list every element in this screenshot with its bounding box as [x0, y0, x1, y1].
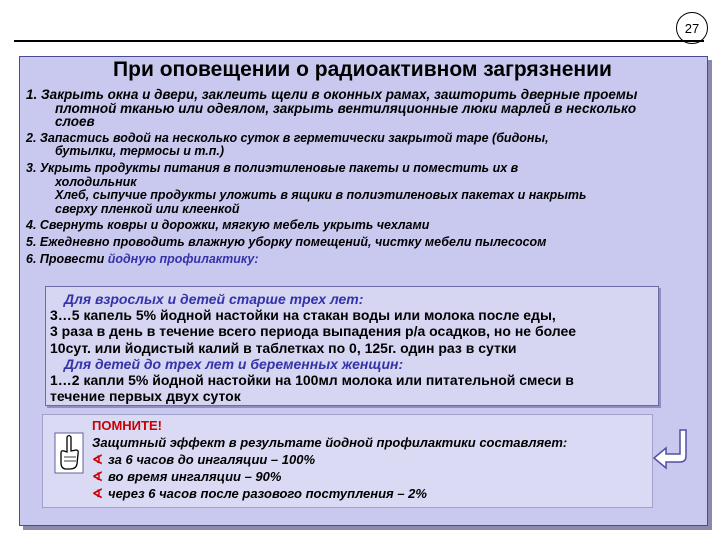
iodine-prophylaxis-link: йодную профилактику: — [107, 251, 259, 266]
remember-item — [92, 468, 652, 485]
step-3 — [26, 162, 701, 216]
steps-list — [26, 88, 701, 269]
step-6 — [26, 253, 701, 267]
step-2-line-2: бутылки, термосы и т.п.) — [55, 144, 225, 159]
bullet-icon: ∢ — [92, 452, 103, 467]
step-2-line-1: 2. Запастись водой на несколько суток в герметически закрытой таре (бидоны, — [26, 130, 549, 145]
adults-line-3: 10сут. или йодистый калий в таблетках по 0, 125г. один раз в сутки — [50, 339, 517, 356]
children-heading: Для детей до трех лет и беременных женщин: — [64, 355, 404, 372]
bullet-icon: ∢ — [92, 469, 103, 484]
dosage-text — [50, 291, 662, 404]
page-number: 27 — [676, 12, 708, 44]
step-5-line-1: 5. Ежедневно проводить влажную уборку помещений, чистку мебели пылесосом — [26, 234, 547, 249]
children-line-2: течение первых двух суток — [50, 388, 241, 405]
step-1 — [26, 88, 701, 129]
page-title: При оповещении о радиоактивном загрязнении — [113, 58, 612, 81]
remember-item — [92, 485, 652, 502]
step-3-line-3: Хлеб, сыпучие продукты уложить в ящики в полиэтиленовых пакетах и накрыть — [55, 188, 587, 203]
step-3-line-1: 3. Укрыть продукты питания в полиэтиленовые пакеты и поместить их в — [26, 160, 519, 175]
step-1-line-1: 1. Закрыть окна и двери, заклеить щели в оконных рамах, зашторить дверные проемы — [26, 87, 638, 102]
return-arrow-icon[interactable] — [650, 428, 690, 472]
adults-line-2: 3 раза в день в течение всего периода выпадения р/а осадков, но не более — [50, 323, 577, 340]
step-1-line-2: плотной тканью или одеялом, закрыть вентиляционные люки марлей в несколько — [55, 100, 637, 116]
remember-item-text: во время ингаляции – 90% — [108, 469, 282, 484]
adults-heading: Для взрослых и детей старше трех лет: — [64, 291, 364, 307]
remember-title: ПОМНИТЕ! — [92, 418, 162, 433]
remember-item-text: через 6 часов после разового поступления – 2% — [108, 486, 427, 501]
adults-line-1: 3…5 капель 5% йодной настойки на стакан воды или молока после еды, — [50, 307, 556, 324]
remember-item-text: за 6 часов до ингаляции – 100% — [108, 452, 316, 467]
children-line-1: 1…2 капли 5% йодной настойки на 100мл молока или питательной смеси в — [50, 372, 574, 389]
step-4 — [26, 219, 701, 233]
remember-item — [92, 451, 652, 468]
remember-block — [92, 417, 652, 502]
step-1-line-3: слоев — [55, 114, 95, 130]
step-4-line-1: 4. Свернуть ковры и дорожки, мягкую мебель укрыть чехлами — [26, 218, 430, 233]
remember-intro: Защитный эффект в результате йодной профилактики составляет: — [92, 435, 568, 450]
step-3-line-2: холодильник — [55, 174, 137, 189]
step-3-line-4: сверху пленкой или клеенкой — [55, 201, 240, 216]
bullet-icon: ∢ — [92, 486, 103, 501]
top-rule — [14, 40, 704, 42]
step-2 — [26, 132, 701, 159]
pointing-hand-icon — [52, 431, 86, 475]
step-6-prefix: 6. Провести — [26, 251, 108, 266]
step-5 — [26, 236, 701, 250]
